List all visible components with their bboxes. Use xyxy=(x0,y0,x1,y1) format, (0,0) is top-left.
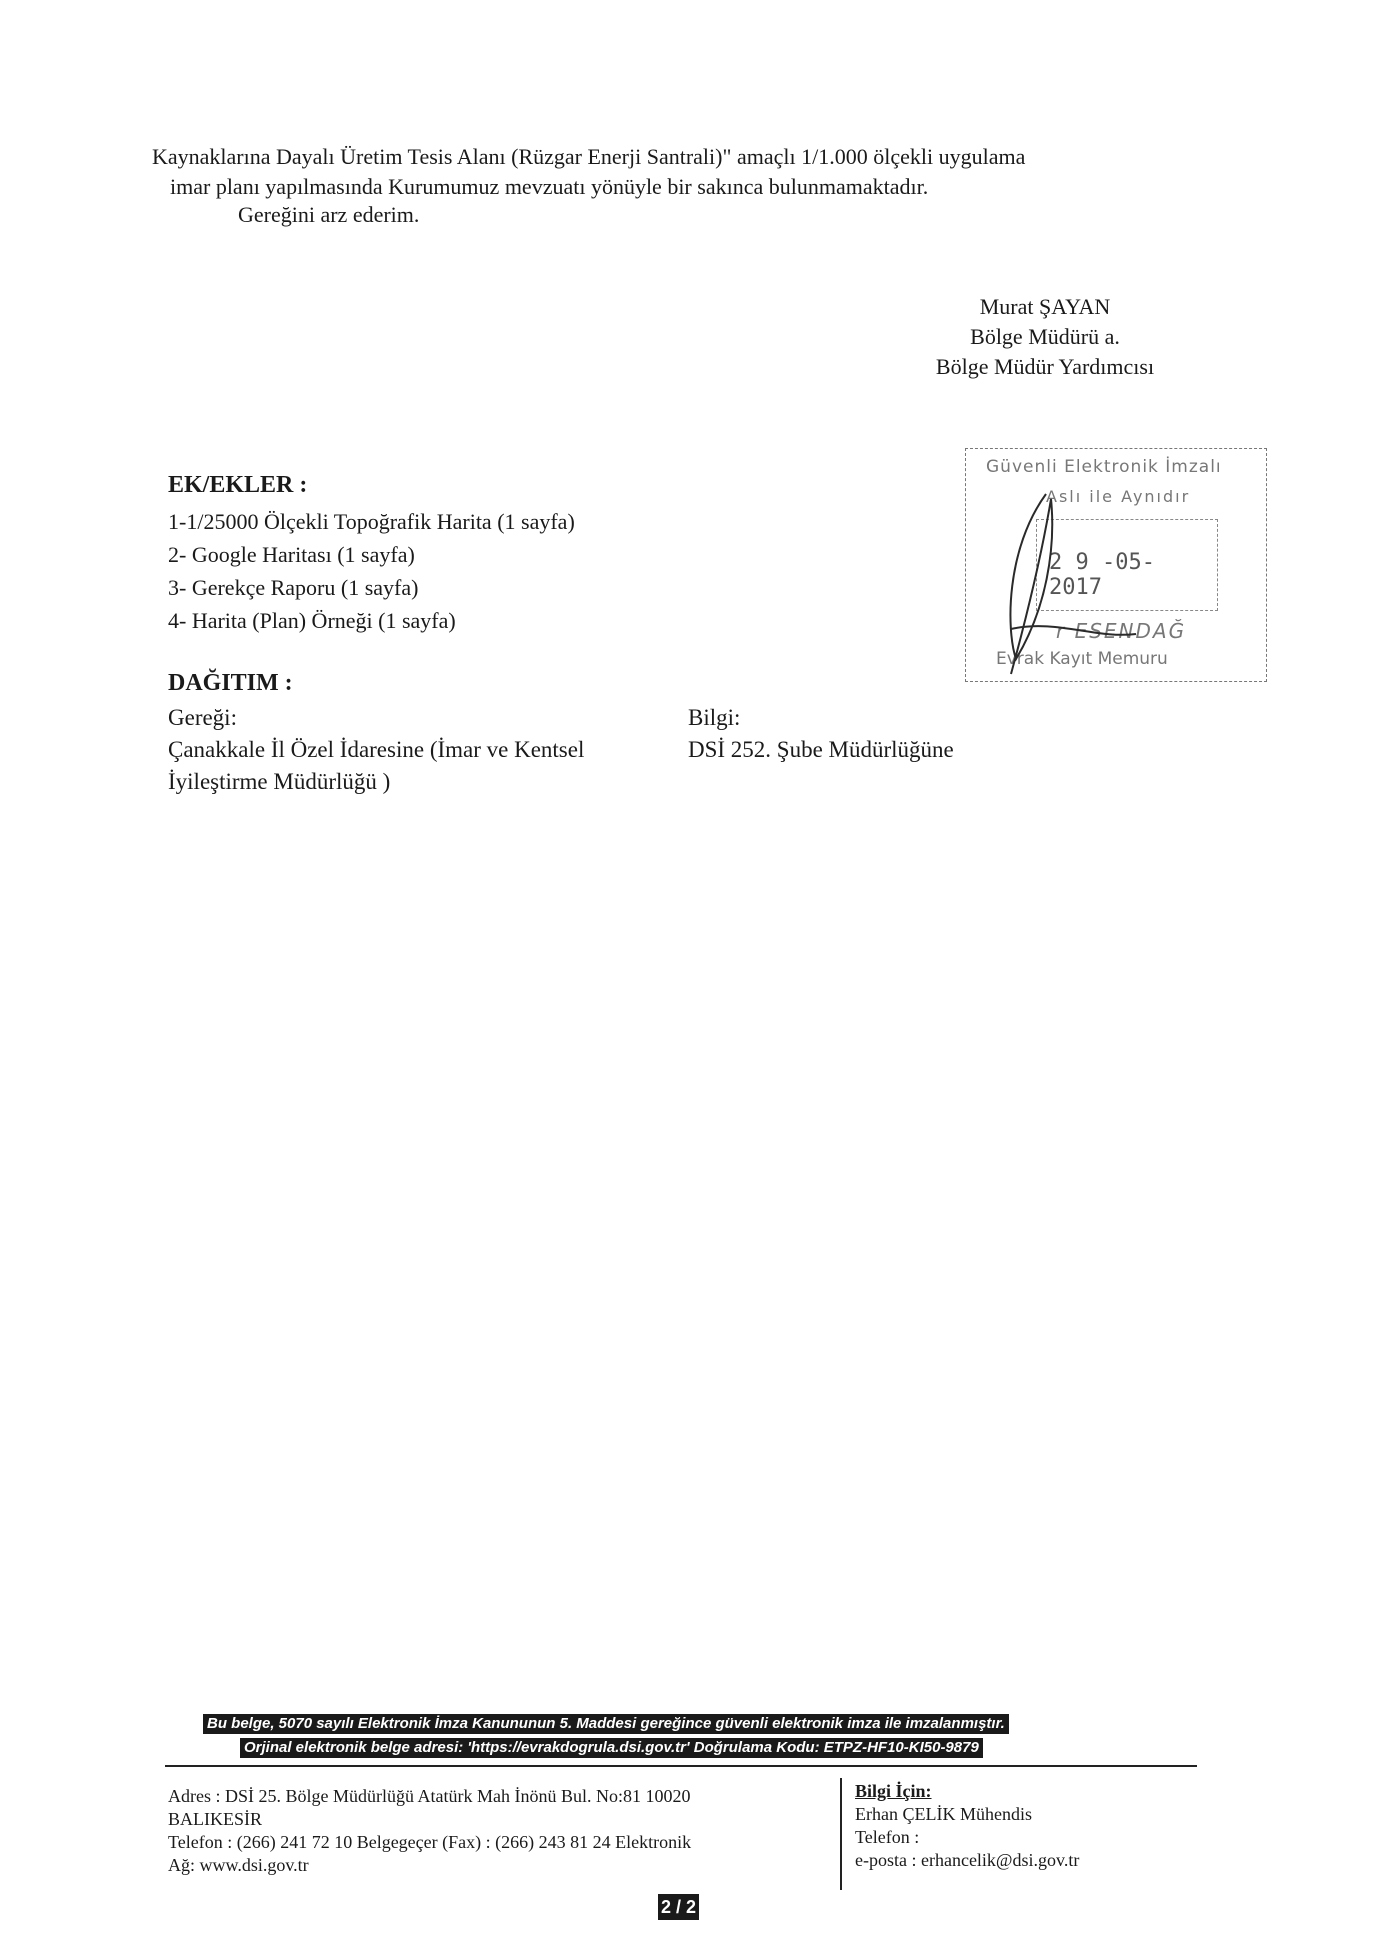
attachment-item: 1-1/25000 Ölçekli Topoğrafik Harita (1 sayfa) xyxy=(168,509,575,534)
verification-address: Orjinal elektronik belge adresi: 'https://evrakdogrula.dsi.gov.tr' Doğrulama Kodu: ETPZ-HF10-KI50-9879 xyxy=(240,1738,983,1758)
attachment-item: 4- Harita (Plan) Örneği (1 sayfa) xyxy=(168,608,456,633)
page-indicator: 2 / 2 xyxy=(658,1894,699,1920)
attachment-item: 2- Google Haritası (1 sayfa) xyxy=(168,542,415,567)
contact-email: e-posta : erhancelik@dsi.gov.tr xyxy=(855,1850,1080,1870)
footer-divider xyxy=(165,1765,1197,1767)
action-recipient-line-2: İyileştirme Müdürlüğü ) xyxy=(168,769,391,794)
address-line: BALIKESİR xyxy=(168,1809,262,1829)
contact-phone: Telefon : xyxy=(855,1827,920,1847)
stamp-line-2: Aslı ile Aynıdır xyxy=(1046,487,1191,506)
signatory-role: Bölge Müdür Yardımcısı xyxy=(935,354,1155,379)
distribution-action xyxy=(168,702,584,798)
body-line-1: Kaynaklarına Dayalı Üretim Tesis Alanı (Rüzgar Enerji Santrali)" amaçlı 1/1.000 ölçekli uygulama xyxy=(152,144,1026,169)
info-label: Bilgi: xyxy=(688,705,741,730)
footer-address xyxy=(168,1785,818,1877)
action-label: Gereği: xyxy=(168,705,237,730)
certification-stamp xyxy=(965,448,1267,682)
stamp-role: Evrak Kayıt Memuru xyxy=(996,649,1168,669)
stamp-officer: r ESENDAĞ xyxy=(1056,619,1187,643)
footer-contact xyxy=(855,1780,1175,1872)
address-line: Telefon : (266) 241 72 10 Belgegeçer (Fax) : (266) 243 81 24 Elektronik xyxy=(168,1832,692,1852)
address-line: Ağ: www.dsi.gov.tr xyxy=(168,1855,309,1875)
stamp-line-1: Güvenli Elektronik İmzalı xyxy=(986,457,1222,477)
body-line-2: imar planı yapılmasında Kurumumuz mevzuatı yönüyle bir sakınca bulunmamaktadır. xyxy=(170,174,929,199)
info-recipient: DSİ 252. Şube Müdürlüğüne xyxy=(688,737,954,762)
attachments-list xyxy=(168,505,575,637)
signature-block xyxy=(880,292,1210,382)
action-recipient-line-1: Çanakkale İl Özel İdaresine (İmar ve Kentsel xyxy=(168,737,585,762)
footer-column-divider xyxy=(840,1778,842,1890)
handwritten-signature-icon xyxy=(986,489,1166,679)
stamp-date: 2 9 -05- 2017 xyxy=(1049,550,1155,600)
signatory-name: Murat ŞAYAN xyxy=(979,294,1111,319)
distribution-info xyxy=(688,702,954,766)
address-line: Adres : DSİ 25. Bölge Müdürlüğü Atatürk Mah İnönü Bul. No:81 10020 xyxy=(168,1786,691,1806)
attachments-heading: EK/EKLER : xyxy=(168,472,308,498)
attachment-item: 3- Gerekçe Raporu (1 sayfa) xyxy=(168,575,419,600)
body-closing: Gereğini arz ederim. xyxy=(238,202,420,227)
e-signature-notice: Bu belge, 5070 sayılı Elektronik İmza Kanununun 5. Maddesi gereğince güvenli elektronik imza ile imzalanmıştır. xyxy=(203,1714,1009,1734)
contact-name: Erhan ÇELİK Mühendis xyxy=(855,1804,1032,1824)
signatory-title: Bölge Müdürü a. xyxy=(970,324,1120,349)
contact-heading: Bilgi İçin: xyxy=(855,1781,932,1801)
distribution-heading: DAĞITIM : xyxy=(168,670,293,696)
